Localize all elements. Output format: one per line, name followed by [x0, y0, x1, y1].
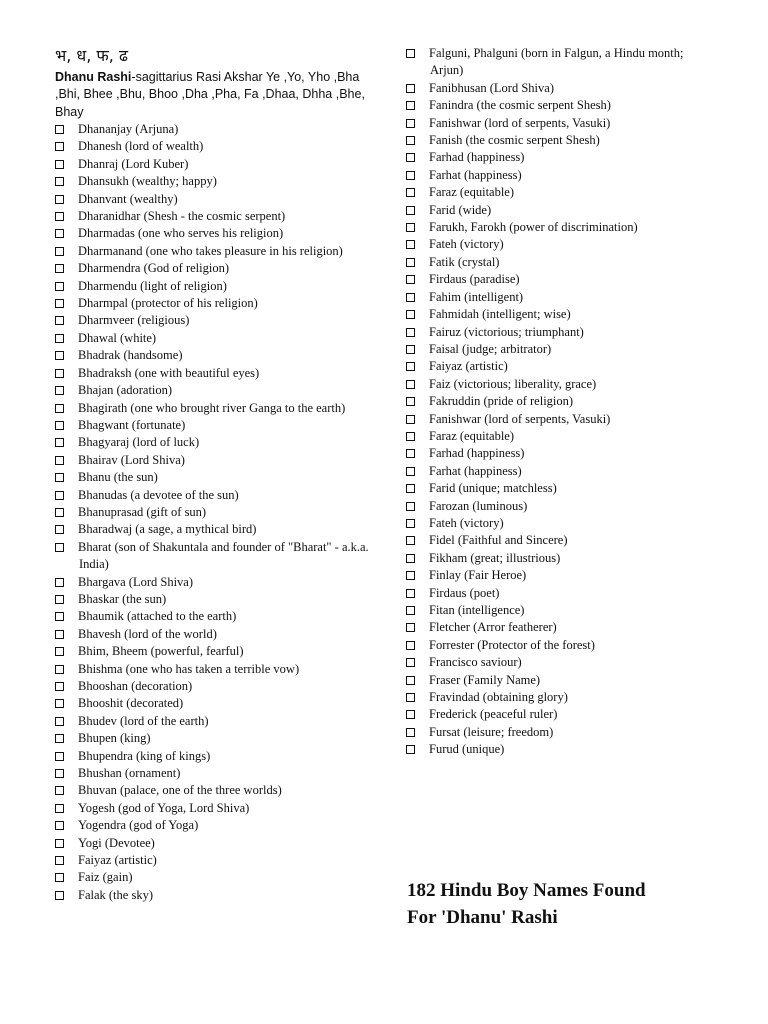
name-entry-text: Fanish (the cosmic serpent Shesh) — [429, 133, 600, 148]
name-list-item — [55, 504, 370, 521]
name-list-item — [406, 654, 696, 671]
name-list-item — [55, 121, 370, 138]
name-list-item — [55, 138, 370, 155]
name-entry-text: Dharmendra (God of religion) — [78, 261, 229, 276]
checkbox-icon[interactable] — [406, 119, 415, 128]
checkbox-icon[interactable] — [406, 710, 415, 719]
name-list-item — [406, 411, 696, 428]
rashi-intro — [55, 69, 365, 121]
name-list-item — [406, 167, 696, 184]
checkbox-icon[interactable] — [55, 665, 64, 674]
name-entry-text: Bhaumik (attached to the earth) — [78, 609, 237, 624]
name-list-item — [406, 619, 696, 636]
name-entry-text: Furud (unique) — [429, 742, 505, 757]
checkbox-icon[interactable] — [406, 745, 415, 754]
name-list-item — [55, 574, 370, 591]
name-entry-text: Faiz (victorious; liberality, grace) — [429, 376, 597, 391]
checkbox-icon[interactable] — [55, 421, 64, 430]
name-list-item — [55, 365, 370, 382]
checkbox-icon[interactable] — [55, 316, 64, 325]
checkbox-icon[interactable] — [406, 641, 415, 650]
name-list-item — [55, 330, 370, 347]
checkbox-icon[interactable] — [55, 508, 64, 517]
names-found-summary — [407, 877, 727, 931]
name-list-item — [406, 254, 696, 271]
name-entry-text: Bhanudas (a devotee of the sun) — [78, 487, 239, 502]
name-list-item — [406, 550, 696, 567]
name-list-item — [55, 278, 370, 295]
name-list-item — [55, 730, 370, 747]
name-entry-text: Farhat (happiness) — [429, 463, 522, 478]
name-list-item — [406, 341, 696, 358]
name-list-item — [55, 782, 370, 799]
checkbox-icon[interactable] — [406, 676, 415, 685]
name-list-item — [55, 191, 370, 208]
checkbox-icon[interactable] — [55, 160, 64, 169]
name-entry-text: Bhairav (Lord Shiva) — [78, 452, 185, 467]
devanagari-letters-heading: भ, ध, फ, ढ — [55, 46, 128, 65]
name-entry-text: Fanibhusan (Lord Shiva) — [429, 80, 554, 95]
checkbox-icon[interactable] — [406, 380, 415, 389]
name-entry-text: Yogi (Devotee) — [78, 835, 155, 850]
name-entry-text: Dhanvant (wealthy) — [78, 191, 178, 206]
name-list-item — [406, 202, 696, 219]
name-entry-text: Fanishwar (lord of serpents, Vasuki) — [429, 411, 611, 426]
name-entry-text: Bhupen (king) — [78, 731, 151, 746]
name-entry-text: Faisal (judge; arbitrator) — [429, 341, 552, 356]
checkbox-icon[interactable] — [406, 171, 415, 180]
name-entry-text: Bhupendra (king of kings) — [78, 748, 211, 763]
checkbox-icon[interactable] — [406, 432, 415, 441]
name-list-item — [406, 97, 696, 114]
checkbox-icon[interactable] — [406, 589, 415, 598]
checkbox-icon[interactable] — [55, 856, 64, 865]
name-entry-text: Dharanidhar (Shesh - the cosmic serpent) — [78, 209, 286, 224]
checkbox-icon[interactable] — [55, 404, 64, 413]
name-list-item — [406, 515, 696, 532]
checkbox-icon[interactable] — [406, 536, 415, 545]
name-list-item — [406, 567, 696, 584]
name-entry-text: Bharat (son of Shakuntala and founder of "Bharat" - a.k.a. India) — [78, 539, 369, 572]
name-entry-text: Yogendra (god of Yoga) — [78, 818, 199, 833]
name-list-item — [406, 324, 696, 341]
summary-line-1: 182 Hindu Boy Names Found — [407, 880, 646, 901]
name-entry-text: Fanishwar (lord of serpents, Vasuki) — [429, 115, 611, 130]
checkbox-icon[interactable] — [406, 206, 415, 215]
name-list-item — [55, 417, 370, 434]
checkbox-icon[interactable] — [55, 717, 64, 726]
name-list-item — [406, 306, 696, 323]
name-list-item — [406, 463, 696, 480]
name-entry-text: Farhad (happiness) — [429, 150, 525, 165]
checkbox-icon[interactable] — [406, 728, 415, 737]
name-list-item — [406, 184, 696, 201]
name-entry-text: Bhavesh (lord of the world) — [78, 626, 217, 641]
rashi-title: Dhanu Rashi — [55, 70, 132, 84]
checkbox-icon[interactable] — [55, 438, 64, 447]
name-list-item — [406, 219, 696, 236]
name-list-item — [406, 115, 696, 132]
name-list-item — [55, 487, 370, 504]
name-list-item — [55, 156, 370, 173]
name-entry-text: Faraz (equitable) — [429, 185, 515, 200]
checkbox-icon[interactable] — [55, 247, 64, 256]
name-entry-text: Bhaskar (the sun) — [78, 591, 167, 606]
name-entry-text: Bhooshan (decoration) — [78, 679, 193, 693]
checkbox-icon[interactable] — [55, 630, 64, 639]
name-list-item — [55, 678, 370, 695]
checkbox-icon[interactable] — [55, 369, 64, 378]
checkbox-icon[interactable] — [406, 345, 415, 354]
left-name-list — [55, 121, 370, 904]
checkbox-icon[interactable] — [55, 525, 64, 534]
checkbox-icon[interactable] — [55, 125, 64, 134]
name-entry-text: Bhajan (adoration) — [78, 383, 173, 398]
checkbox-icon[interactable] — [406, 49, 415, 58]
name-entry-text: Firdaus (paradise) — [429, 272, 520, 287]
name-list-item — [406, 428, 696, 445]
name-list-item — [406, 672, 696, 689]
name-list-item — [406, 271, 696, 288]
name-entry-text: Fahim (intelligent) — [429, 289, 524, 304]
checkbox-icon[interactable] — [55, 769, 64, 778]
checkbox-icon[interactable] — [406, 275, 415, 284]
name-entry-text: Dhansukh (wealthy; happy) — [78, 174, 217, 189]
name-entry-text: Fletcher (Arror featherer) — [429, 620, 557, 635]
checkbox-icon[interactable] — [55, 299, 64, 308]
name-entry-text: Bhagirath (one who brought river Ganga to the earth) — [78, 400, 346, 415]
name-list-item — [406, 741, 696, 758]
name-entry-text: Dharmpal (protector of his religion) — [78, 296, 258, 311]
name-list-item — [55, 661, 370, 678]
checkbox-icon[interactable] — [55, 473, 64, 482]
checkbox-icon[interactable] — [55, 647, 64, 656]
checkbox-icon[interactable] — [406, 415, 415, 424]
checkbox-icon[interactable] — [406, 502, 415, 511]
checkbox-icon[interactable] — [406, 623, 415, 632]
checkbox-icon[interactable] — [406, 310, 415, 319]
name-list-item — [55, 312, 370, 329]
name-list-item — [406, 45, 696, 80]
name-list-item — [406, 236, 696, 253]
name-entry-text: Firdaus (poet) — [429, 585, 500, 600]
checkbox-icon[interactable] — [406, 293, 415, 302]
checkbox-icon[interactable] — [55, 491, 64, 500]
name-entry-text: Bhuvan (palace, one of the three worlds) — [78, 783, 282, 798]
name-list-item — [55, 173, 370, 190]
checkbox-icon[interactable] — [55, 177, 64, 186]
checkbox-icon[interactable] — [406, 397, 415, 406]
name-list-item — [55, 400, 370, 417]
name-entry-text: Dhawal (white) — [78, 330, 157, 345]
name-entry-text: Fakruddin (pride of religion) — [429, 394, 574, 409]
name-entry-text: Bhanu (the sun) — [78, 470, 158, 485]
checkbox-icon[interactable] — [406, 153, 415, 162]
name-list-item — [406, 689, 696, 706]
name-entry-text: Fahmidah (intelligent; wise) — [429, 307, 571, 322]
name-entry-text: Dharmadas (one who serves his religion) — [78, 226, 284, 241]
name-entry-text: Falak (the sky) — [78, 887, 153, 902]
name-list-item — [55, 347, 370, 364]
checkbox-icon[interactable] — [55, 734, 64, 743]
name-list-item — [55, 521, 370, 538]
name-entry-text: Fateh (victory) — [429, 237, 504, 252]
name-list-item — [55, 539, 370, 574]
name-list-item — [406, 498, 696, 515]
name-entry-text: Bhagwant (fortunate) — [78, 417, 186, 432]
checkbox-icon[interactable] — [55, 543, 64, 552]
name-list-item — [55, 695, 370, 712]
checkbox-icon[interactable] — [406, 484, 415, 493]
name-entry-text: Fravindad (obtaining glory) — [429, 690, 568, 705]
name-entry-text: Dharmendu (light of religion) — [78, 278, 227, 293]
name-entry-text: Faraz (equitable) — [429, 428, 515, 443]
name-entry-text: Bhadrak (handsome) — [78, 348, 183, 363]
checkbox-icon[interactable] — [406, 467, 415, 476]
checkbox-icon[interactable] — [55, 195, 64, 204]
checkbox-icon[interactable] — [55, 891, 64, 900]
name-list-item — [406, 602, 696, 619]
name-entry-text: Farukh, Farokh (power of discrimination) — [429, 220, 638, 235]
checkbox-icon[interactable] — [55, 699, 64, 708]
name-list-item — [406, 585, 696, 602]
name-list-item — [55, 852, 370, 869]
name-list-item — [406, 132, 696, 149]
name-list-item — [55, 887, 370, 904]
checkbox-icon[interactable] — [406, 449, 415, 458]
name-entry-text: Bhadraksh (one with beautiful eyes) — [78, 365, 260, 380]
checkbox-icon[interactable] — [55, 229, 64, 238]
checkbox-icon[interactable] — [406, 258, 415, 267]
name-list-item — [406, 637, 696, 654]
name-entry-text: Frederick (peaceful ruler) — [429, 707, 558, 722]
name-entry-text: Falguni, Phalguni (born in Falgun, a Hindu month; Arjun) — [429, 46, 684, 78]
checkbox-icon[interactable] — [406, 693, 415, 702]
name-list-item — [55, 835, 370, 852]
name-entry-text: Farid (unique; matchless) — [429, 481, 557, 496]
checkbox-icon[interactable] — [406, 571, 415, 580]
checkbox-icon[interactable] — [55, 282, 64, 291]
checkbox-icon[interactable] — [406, 101, 415, 110]
checkbox-icon[interactable] — [55, 456, 64, 465]
name-entry-text: Dharmveer (religious) — [78, 313, 190, 328]
name-list-item — [55, 713, 370, 730]
checkbox-icon[interactable] — [55, 264, 64, 273]
name-list-item — [55, 643, 370, 660]
name-list-item — [406, 706, 696, 723]
right-name-list — [406, 45, 696, 759]
name-list-item — [55, 765, 370, 782]
name-list-item — [406, 532, 696, 549]
name-list-item — [55, 434, 370, 451]
name-list-item — [55, 452, 370, 469]
name-list-item — [55, 626, 370, 643]
name-entry-text: Fursat (leisure; freedom) — [429, 724, 554, 739]
name-entry-text: Faiyaz (artistic) — [429, 359, 508, 374]
name-entry-text: Faiz (gain) — [78, 870, 133, 885]
checkbox-icon[interactable] — [55, 334, 64, 343]
name-entry-text: Fanindra (the cosmic serpent Shesh) — [429, 98, 611, 113]
name-list-item — [406, 393, 696, 410]
name-entry-text: Fateh (victory) — [429, 515, 504, 530]
name-list-item — [55, 591, 370, 608]
summary-line-2: For 'Dhanu' Rashi — [407, 907, 558, 928]
name-entry-text: Bhanuprasad (gift of sun) — [78, 504, 207, 519]
name-list-item — [406, 480, 696, 497]
name-list-item — [55, 869, 370, 886]
name-list-item — [406, 445, 696, 462]
checkbox-icon[interactable] — [55, 821, 64, 830]
name-entry-text: Fidel (Faithful and Sincere) — [429, 533, 568, 548]
name-entry-text: Fitan (intelligence) — [429, 603, 525, 617]
checkbox-icon[interactable] — [55, 351, 64, 360]
name-list-item — [55, 608, 370, 625]
checkbox-icon[interactable] — [55, 873, 64, 882]
name-list-item — [406, 289, 696, 306]
name-entry-text: Yogesh (god of Yoga, Lord Shiva) — [78, 800, 250, 815]
checkbox-icon[interactable] — [55, 212, 64, 221]
name-entry-text: Fatik (crystal) — [429, 254, 500, 269]
name-entry-text: Bhooshit (decorated) — [78, 696, 184, 711]
name-entry-text: Fikham (great; illustrious) — [429, 550, 561, 565]
checkbox-icon[interactable] — [55, 839, 64, 848]
name-list-item — [406, 724, 696, 741]
checkbox-icon[interactable] — [406, 328, 415, 337]
name-list-item — [406, 358, 696, 375]
name-entry-text: Farozan (luminous) — [429, 498, 528, 513]
name-entry-text: Dharmanand (one who takes pleasure in his religion) — [78, 243, 343, 258]
name-entry-text: Bhargava (Lord Shiva) — [78, 574, 194, 589]
name-entry-text: Francisco saviour) — [429, 655, 522, 670]
name-list-item — [55, 225, 370, 242]
name-list-item — [55, 469, 370, 486]
name-entry-text: Bhushan (ornament) — [78, 766, 181, 781]
name-list-item — [406, 376, 696, 393]
checkbox-icon[interactable] — [55, 612, 64, 621]
checkbox-icon[interactable] — [55, 578, 64, 587]
name-entry-text: Bhim, Bheem (powerful, fearful) — [78, 644, 244, 659]
name-list-item — [55, 208, 370, 225]
name-list-item — [55, 817, 370, 834]
name-entry-text: Farid (wide) — [429, 202, 492, 217]
checkbox-icon[interactable] — [55, 595, 64, 604]
name-entry-text: Dhanraj (Lord Kuber) — [78, 156, 189, 171]
name-entry-text: Bhudev (lord of the earth) — [78, 713, 209, 728]
name-list-item — [55, 243, 370, 260]
name-entry-text: Farhad (happiness) — [429, 446, 525, 461]
checkbox-icon[interactable] — [406, 606, 415, 615]
name-list-item — [406, 149, 696, 166]
rashi-description: -sagittarius Rasi Akshar Ye ,Yo, Yho ,Bha ,Bhi, Bhee ,Bhu, Bhoo ,Dha ,Pha, Fa ,Dhaa, Dhha ,Bhe, Bhay — [55, 70, 365, 119]
name-entry-text: Forrester (Protector of the forest) — [429, 637, 595, 652]
name-list-item — [406, 80, 696, 97]
checkbox-icon[interactable] — [55, 786, 64, 795]
checkbox-icon[interactable] — [55, 752, 64, 761]
checkbox-icon[interactable] — [406, 136, 415, 145]
checkbox-icon[interactable] — [406, 240, 415, 249]
checkbox-icon[interactable] — [55, 386, 64, 395]
checkbox-icon[interactable] — [406, 188, 415, 197]
checkbox-icon[interactable] — [55, 142, 64, 151]
name-list-item — [55, 260, 370, 277]
checkbox-icon[interactable] — [55, 682, 64, 691]
name-list-item — [55, 382, 370, 399]
checkbox-icon[interactable] — [406, 554, 415, 563]
name-list-item — [55, 748, 370, 765]
name-list-item — [55, 295, 370, 312]
checkbox-icon[interactable] — [406, 658, 415, 667]
name-entry-text: Dhananjay (Arjuna) — [78, 122, 179, 136]
name-entry-text: Bhagyaraj (lord of luck) — [78, 435, 200, 450]
checkbox-icon[interactable] — [55, 804, 64, 813]
name-entry-text: Fairuz (victorious; triumphant) — [429, 324, 584, 339]
checkbox-icon[interactable] — [406, 223, 415, 232]
checkbox-icon[interactable] — [406, 84, 415, 93]
name-entry-text: Dhanesh (lord of wealth) — [78, 139, 204, 154]
name-entry-text: Bhishma (one who has taken a terrible vow) — [78, 661, 300, 676]
name-entry-text: Fraser (Family Name) — [429, 672, 541, 687]
checkbox-icon[interactable] — [406, 519, 415, 528]
name-list-item — [55, 800, 370, 817]
checkbox-icon[interactable] — [406, 362, 415, 371]
name-entry-text: Farhat (happiness) — [429, 167, 522, 182]
name-entry-text: Bharadwaj (a sage, a mythical bird) — [78, 522, 257, 537]
name-entry-text: Finlay (Fair Heroe) — [429, 568, 527, 583]
name-entry-text: Faiyaz (artistic) — [78, 853, 157, 868]
